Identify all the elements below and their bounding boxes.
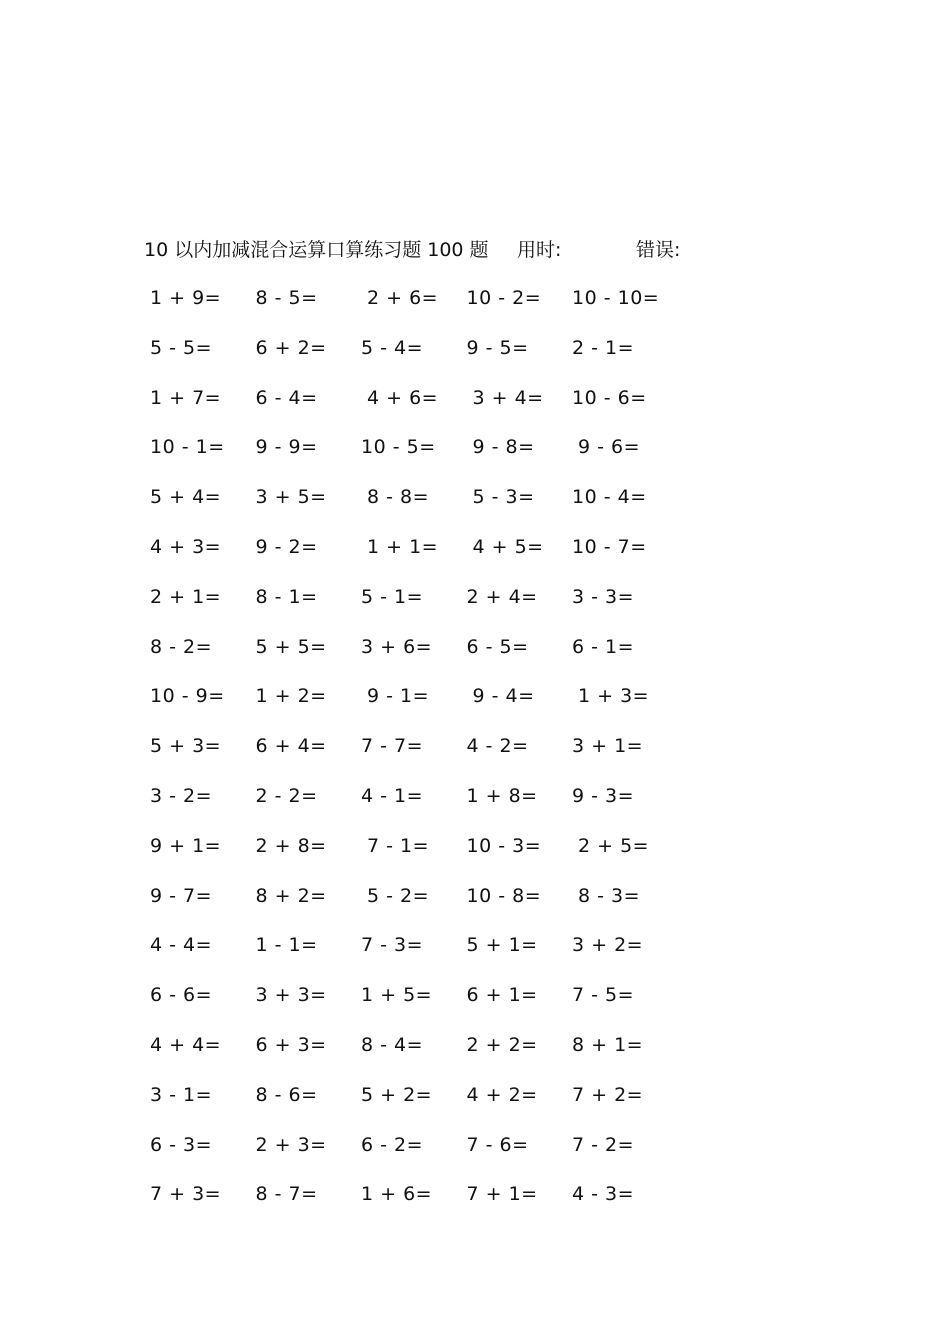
math-problem: 5 + 1= <box>466 934 538 957</box>
math-problem: 6 - 5= <box>466 635 529 658</box>
math-problem: 9 - 6= <box>578 436 641 459</box>
math-problem: 4 - 2= <box>466 735 529 758</box>
problem-row <box>150 782 710 832</box>
worksheet-title: 10 以内加减混合运算口算练习题 100 题 <box>144 239 489 261</box>
math-problem: 5 - 4= <box>361 336 424 359</box>
math-problem: 6 - 6= <box>150 984 213 1007</box>
problem-row <box>150 1031 710 1081</box>
math-problem: 3 - 2= <box>150 784 213 807</box>
math-problem: 10 - 4= <box>572 486 647 509</box>
math-problem: 7 - 1= <box>367 834 430 857</box>
math-problem: 4 + 2= <box>466 1083 538 1106</box>
math-problem: 1 + 8= <box>466 784 538 807</box>
math-problem: 10 - 5= <box>361 436 436 459</box>
math-problem: 2 - 2= <box>255 784 318 807</box>
worksheet-header <box>144 236 744 264</box>
math-problem: 2 + 2= <box>466 1033 538 1056</box>
math-problem: 1 + 1= <box>367 535 439 558</box>
math-problem: 10 - 2= <box>466 287 542 309</box>
math-problem: 9 - 1= <box>367 685 430 708</box>
math-problem: 4 + 5= <box>472 535 544 558</box>
math-problem: 8 - 7= <box>255 1183 318 1206</box>
math-problem: 4 - 1= <box>361 784 424 807</box>
math-problem: 7 + 2= <box>572 1083 644 1106</box>
math-problem: 10 - 8= <box>466 884 542 907</box>
math-problem: 9 + 1= <box>150 834 222 857</box>
math-problem: 10 - 7= <box>572 535 647 558</box>
errors-label: 错误: <box>636 239 681 261</box>
math-problem: 2 + 1= <box>150 585 222 608</box>
problem-row <box>150 1131 710 1181</box>
math-problem: 1 + 3= <box>578 685 650 708</box>
math-problem: 4 - 3= <box>572 1183 635 1206</box>
math-problem: 6 - 2= <box>361 1133 424 1156</box>
math-problem: 6 + 4= <box>255 735 327 758</box>
math-problem: 4 + 6= <box>367 386 439 409</box>
math-problem: 5 + 5= <box>255 635 327 658</box>
math-problem: 10 - 6= <box>572 386 647 409</box>
math-problem: 5 - 1= <box>361 585 424 608</box>
problem-grid <box>150 284 710 1230</box>
math-problem: 6 - 3= <box>150 1133 213 1156</box>
problem-row <box>150 981 710 1031</box>
math-problem: 3 + 5= <box>255 486 327 509</box>
problem-row <box>150 483 710 533</box>
math-problem: 5 - 5= <box>150 336 213 359</box>
math-problem: 6 - 1= <box>572 635 635 658</box>
math-problem: 3 - 3= <box>572 585 635 608</box>
problem-row <box>150 1180 710 1230</box>
math-problem: 9 - 2= <box>255 535 318 558</box>
math-problem: 5 - 3= <box>472 486 535 509</box>
problem-row <box>150 931 710 981</box>
math-problem: 7 + 3= <box>150 1183 222 1206</box>
math-problem: 5 - 2= <box>367 884 430 907</box>
math-problem: 10 - 10= <box>572 287 660 309</box>
math-problem: 1 + 6= <box>361 1183 433 1206</box>
math-problem: 3 + 4= <box>472 386 544 409</box>
time-used-label: 用时: <box>517 239 562 261</box>
math-problem: 7 - 3= <box>361 934 424 957</box>
math-problem: 3 + 1= <box>572 735 644 758</box>
problem-row <box>150 633 710 683</box>
problem-row <box>150 284 710 334</box>
math-problem: 2 - 1= <box>572 336 635 359</box>
math-problem: 7 - 5= <box>572 984 635 1007</box>
math-problem: 5 + 2= <box>361 1083 433 1106</box>
math-problem: 5 + 4= <box>150 486 222 509</box>
math-problem: 2 + 6= <box>367 287 439 309</box>
math-problem: 9 - 9= <box>255 436 318 459</box>
math-problem: 2 + 4= <box>466 585 538 608</box>
math-problem: 5 + 3= <box>150 735 222 758</box>
math-problem: 10 - 1= <box>150 436 225 459</box>
math-problem: 1 + 2= <box>255 685 327 708</box>
math-problem: 7 - 7= <box>361 735 424 758</box>
math-problem: 1 + 5= <box>361 984 433 1007</box>
math-problem: 7 - 2= <box>572 1133 635 1156</box>
problem-row <box>150 732 710 782</box>
math-problem: 9 - 7= <box>150 884 213 907</box>
math-problem: 8 - 5= <box>255 287 318 309</box>
problem-row <box>150 433 710 483</box>
math-problem: 8 - 8= <box>367 486 430 509</box>
math-problem: 3 - 1= <box>150 1083 213 1106</box>
math-problem: 3 + 3= <box>255 984 327 1007</box>
math-problem: 2 + 3= <box>255 1133 327 1156</box>
math-problem: 6 - 4= <box>255 386 318 409</box>
math-problem: 1 + 7= <box>150 386 222 409</box>
problem-row <box>150 832 710 882</box>
math-problem: 8 - 1= <box>255 585 318 608</box>
math-problem: 10 - 3= <box>466 834 542 857</box>
math-problem: 3 + 6= <box>361 635 433 658</box>
math-problem: 9 - 5= <box>466 336 529 359</box>
math-problem: 8 + 2= <box>255 884 327 907</box>
math-problem: 2 + 8= <box>255 834 327 857</box>
math-problem: 6 + 3= <box>255 1033 327 1056</box>
problem-row <box>150 1081 710 1131</box>
math-problem: 8 - 6= <box>255 1083 318 1106</box>
math-problem: 9 - 3= <box>572 784 635 807</box>
math-problem: 2 + 5= <box>578 834 650 857</box>
math-problem: 9 - 4= <box>472 685 535 708</box>
math-problem: 1 - 1= <box>255 934 318 957</box>
math-problem: 8 - 3= <box>578 884 641 907</box>
problem-row <box>150 882 710 932</box>
problem-row <box>150 682 710 732</box>
problem-row <box>150 334 710 384</box>
math-problem: 9 - 8= <box>472 436 535 459</box>
math-problem: 6 + 1= <box>466 984 538 1007</box>
math-problem: 3 + 2= <box>572 934 644 957</box>
math-problem: 4 + 4= <box>150 1033 222 1056</box>
math-problem: 7 + 1= <box>466 1183 538 1206</box>
math-problem: 8 - 2= <box>150 635 213 658</box>
math-problem: 4 + 3= <box>150 535 222 558</box>
problem-row <box>150 384 710 434</box>
problem-row <box>150 583 710 633</box>
math-problem: 4 - 4= <box>150 934 213 957</box>
math-problem: 10 - 9= <box>150 685 225 708</box>
problem-row <box>150 533 710 583</box>
math-problem: 1 + 9= <box>150 287 222 309</box>
math-problem: 8 + 1= <box>572 1033 644 1056</box>
math-problem: 7 - 6= <box>466 1133 529 1156</box>
math-problem: 8 - 4= <box>361 1033 424 1056</box>
math-problem: 6 + 2= <box>255 336 327 359</box>
